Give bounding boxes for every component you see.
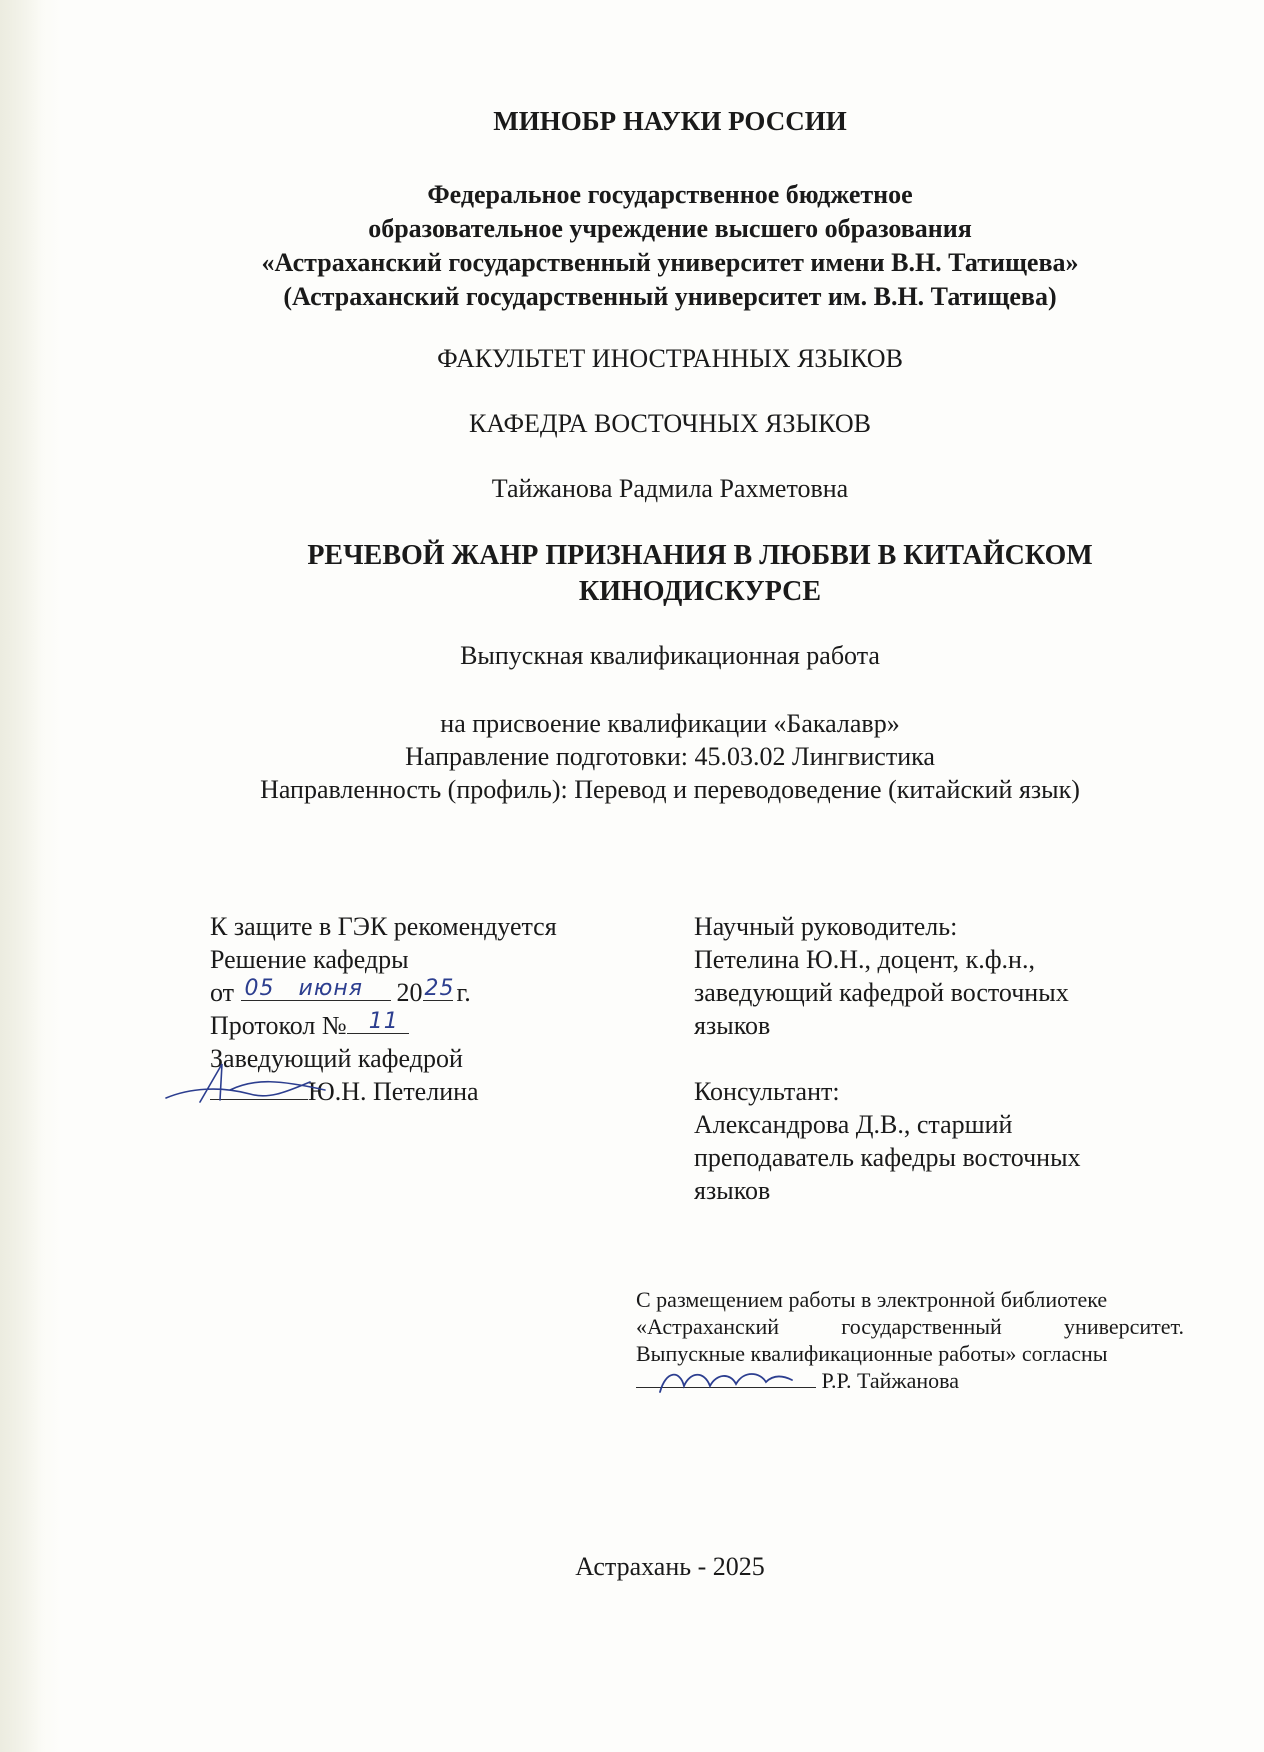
supervisor-line: Петелина Ю.Н., доцент, к.ф.н.,	[694, 945, 1035, 974]
supervisor-line: заведующий кафедрой восточных	[694, 978, 1069, 1007]
consent-line: Выпускные квалификационные работы» согласны	[636, 1341, 1108, 1366]
year-handwritten: 25	[424, 976, 455, 1001]
consultant-line: Александрова Д.В., старший	[694, 1110, 1013, 1139]
consultant-label: Консультант:	[694, 1077, 840, 1106]
date-field	[241, 978, 391, 1001]
qualification-line: Направленность (профиль): Перевод и переводоведение (китайский язык)	[260, 775, 1080, 804]
year-prefix: 20	[396, 978, 423, 1007]
advisors-block	[694, 910, 1164, 1207]
approval-head-label: Заведующий кафедрой	[210, 1044, 463, 1073]
city-year: Астрахань - 2025	[575, 1552, 765, 1581]
qualification-block	[140, 707, 1200, 806]
date-prefix: от	[210, 978, 235, 1007]
scan-edge-shadow	[0, 0, 42, 1752]
institution-line: «Астраханский государственный университет имени В.Н. Татищева»	[261, 248, 1079, 277]
approval-decision: Решение кафедры	[210, 945, 409, 974]
supervisor-line: языков	[694, 1011, 771, 1040]
institution-line: (Астраханский государственный университет им. В.Н. Татищева)	[283, 282, 1057, 311]
ministry-heading: МИНОБР НАУКИ РОССИИ	[493, 106, 847, 136]
protocol-label: Протокол №	[210, 1011, 347, 1040]
faculty-name: ФАКУЛЬТЕТ ИНОСТРАННЫХ ЯЗЫКОВ	[437, 344, 903, 373]
protocol-field	[347, 1011, 409, 1034]
thesis-title-line: РЕЧЕВОЙ ЖАНР ПРИЗНАНИЯ В ЛЮБВИ В КИТАЙСКОМ	[307, 540, 1093, 571]
protocol-handwritten: 11	[368, 1009, 399, 1034]
year-suffix: г.	[456, 978, 471, 1007]
qualification-line: Направление подготовки: 45.03.02 Лингвистика	[405, 742, 935, 771]
department-name: КАФЕДРА ВОСТОЧНЫХ ЯЗЫКОВ	[469, 409, 871, 438]
thesis-title-line: КИНОДИСКУРСЕ	[578, 576, 822, 607]
consultant-line: преподаватель кафедры восточных	[694, 1143, 1081, 1172]
institution-block	[140, 178, 1200, 314]
consent-signature-scribble	[656, 1364, 796, 1398]
thesis-title	[200, 538, 1200, 610]
consent-line: «Астраханский государственный университет.	[636, 1314, 1184, 1339]
year-field	[423, 978, 453, 1001]
head-name: Ю.Н. Петелина	[308, 1077, 479, 1106]
consultant-line: языков	[694, 1176, 771, 1205]
approval-protocol	[210, 1009, 630, 1042]
date-month-handwritten: июня	[298, 976, 363, 1001]
approval-recommendation: К защите в ГЭК рекомендуется	[210, 912, 557, 941]
approval-block	[210, 910, 630, 1108]
head-signature-scribble	[160, 1060, 340, 1110]
work-type: Выпускная квалификационная работа	[460, 641, 880, 670]
supervisor-label: Научный руководитель:	[694, 912, 958, 941]
consent-line: С размещением работы в электронной библиотеке	[636, 1287, 1108, 1312]
consent-signer: Р.Р. Тайжанова	[821, 1368, 959, 1393]
library-consent	[636, 1286, 1184, 1394]
institution-line: образовательное учреждение высшего образования	[368, 214, 972, 243]
date-day-handwritten: 05	[244, 976, 275, 1001]
institution-line: Федеральное государственное бюджетное	[427, 180, 913, 209]
author-name: Тайжанова Радмила Рахметовна	[491, 474, 849, 503]
qualification-line: на присвоение квалификации «Бакалавр»	[440, 709, 900, 738]
approval-date	[210, 976, 630, 1009]
